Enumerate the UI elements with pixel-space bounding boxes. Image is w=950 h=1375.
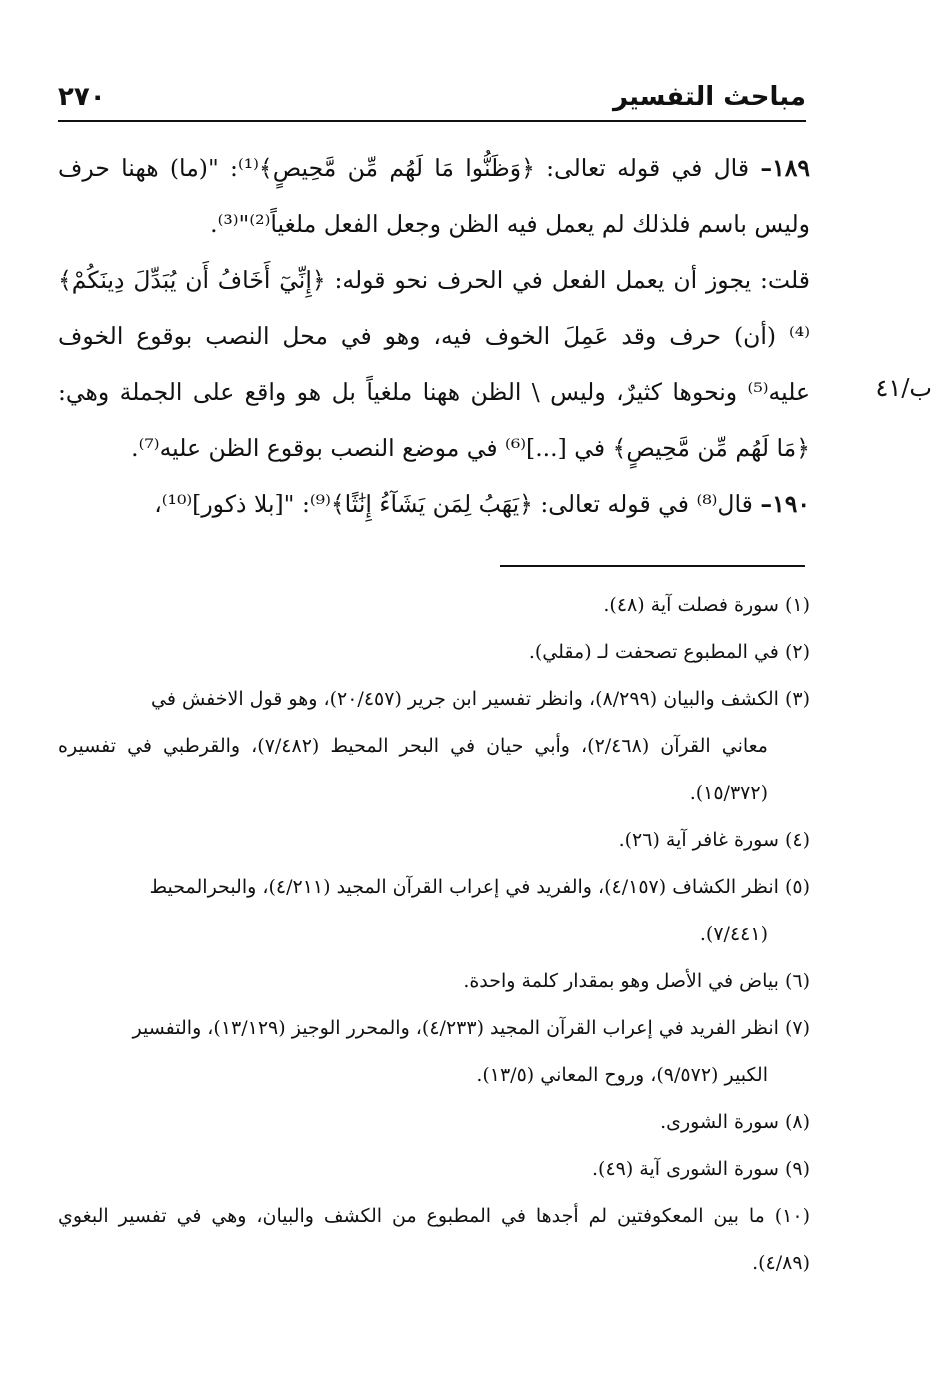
footnote-text: سورة غافر آية (٢٦).: [618, 829, 779, 851]
footnote-text: الكشف والبيان (٨/٢٩٩)، وانظر تفسير ابن جرير (٢٠/٤٥٧)، وهو قول الاخفش في: [150, 688, 779, 710]
main-text: [58, 140, 810, 532]
footnote-number: (٣): [784, 688, 810, 710]
margin-folio-note: ب/٤١: [875, 374, 932, 402]
footnote-number: (١): [784, 594, 810, 616]
footnote-number: (٢): [784, 641, 810, 663]
footnote-10: [58, 1193, 810, 1287]
footnote-number: (٧): [784, 1017, 810, 1039]
footnote-7: [58, 1005, 810, 1099]
paragraph-text: قال⁽⁸⁾ في قوله تعالى: ﴿يَهَبُ لِمَن يَشَآءُ إِنَٰثًا﴾⁽⁹⁾: "[بلا ذكور]⁽¹⁰⁾،: [154, 490, 753, 518]
header-title: مباحث التفسير: [612, 82, 806, 112]
footnote-8: [58, 1099, 810, 1146]
footnote-text: انظر الكشاف (٤/١٥٧)، والفريد في إعراب القرآن المجيد (٤/٢١١)، والبحرالمحيط: [149, 876, 779, 898]
header-rule: [58, 120, 806, 122]
footnote-5: [58, 864, 810, 958]
paragraph-comment: [58, 252, 810, 476]
footnote-1: [58, 582, 810, 629]
paragraph-number: ١٩٠–: [760, 490, 810, 518]
page-number: ٢٧٠: [58, 82, 106, 112]
paragraph-text: قال في قوله تعالى: ﴿وَظَنُّوا مَا لَهُم مِّن مَّحِيصٍ﴾⁽¹⁾: "(ما) ههنا حرف وليس باسم فلذلك لم يعمل فيه الظن وجعل الفعل ملغياً⁽²⁾"⁽³⁾.: [58, 154, 810, 238]
footnote-3: [58, 676, 810, 817]
running-header: [58, 82, 806, 122]
paragraph-number: ١٨٩–: [760, 154, 810, 182]
footnote-number: (٦): [784, 970, 810, 992]
footnote-text: سورة الشورى آية (٤٩).: [591, 1158, 779, 1180]
footnote-text: سورة فصلت آية (٤٨).: [603, 594, 779, 616]
paragraph-189: [58, 140, 810, 252]
footnote-text: بياض في الأصل وهو بمقدار كلمة واحدة.: [463, 970, 779, 992]
paragraph-190: [58, 476, 810, 532]
footnote-4: [58, 817, 810, 864]
footnote-text: انظر الفريد في إعراب القرآن المجيد (٤/٢٣٣)، والمحرر الوجيز (١٣/١٢٩)، والتفسير: [132, 1017, 779, 1039]
footnote-number: (١٠): [774, 1205, 810, 1227]
footnote-2: [58, 629, 810, 676]
paragraph-text: قلت: يجوز أن يعمل الفعل في الحرف نحو قوله: ﴿إِنِّيٓ أَخَافُ أَن يُبَدِّلَ دِينَكُمْ﴾⁽⁴⁾ (أن) حرف وقد عَمِلَ الخوف فيه، وهو في محل النصب بوقوع الخوف عليه⁽⁵⁾ ونحوها كثيرٌ، وليس \ الظن ههنا ملغياً بل هو واقع على الجملة وهي: ﴿مَا لَهُم مِّن مَّحِيصٍ﴾ في [...]⁽⁶⁾ في موضع النصب بوقوع الظن عليه⁽⁷⁾.: [58, 266, 811, 462]
footnote-continuation: معاني القرآن (٢/٤٦٨)، وأبي حيان في البحر المحيط (٧/٤٨٢)، والقرطبي في تفسيره (١٥/٣٧٢).: [58, 735, 768, 804]
footnote-6: [58, 958, 810, 1005]
footnote-continuation: (٧/٤٤١).: [699, 923, 768, 945]
footnote-text: ما بين المعكوفتين لم أجدها في المطبوع من الكشف والبيان، وهي في تفسير البغوي (٤/٨٩).: [58, 1205, 810, 1274]
footnotes: [58, 582, 810, 1287]
footnote-separator: [500, 565, 805, 567]
footnote-number: (٤): [784, 829, 810, 851]
footnote-continuation: الكبير (٩/٥٧٢)، وروح المعاني (١٣/٥).: [476, 1064, 768, 1086]
footnote-number: (٨): [784, 1111, 810, 1133]
footnote-number: (٩): [784, 1158, 810, 1180]
footnote-text: سورة الشورى.: [660, 1111, 779, 1133]
footnote-text: في المطبوع تصحفت لـ (مقلي).: [528, 641, 779, 663]
footnote-9: [58, 1146, 810, 1193]
footnote-number: (٥): [784, 876, 810, 898]
